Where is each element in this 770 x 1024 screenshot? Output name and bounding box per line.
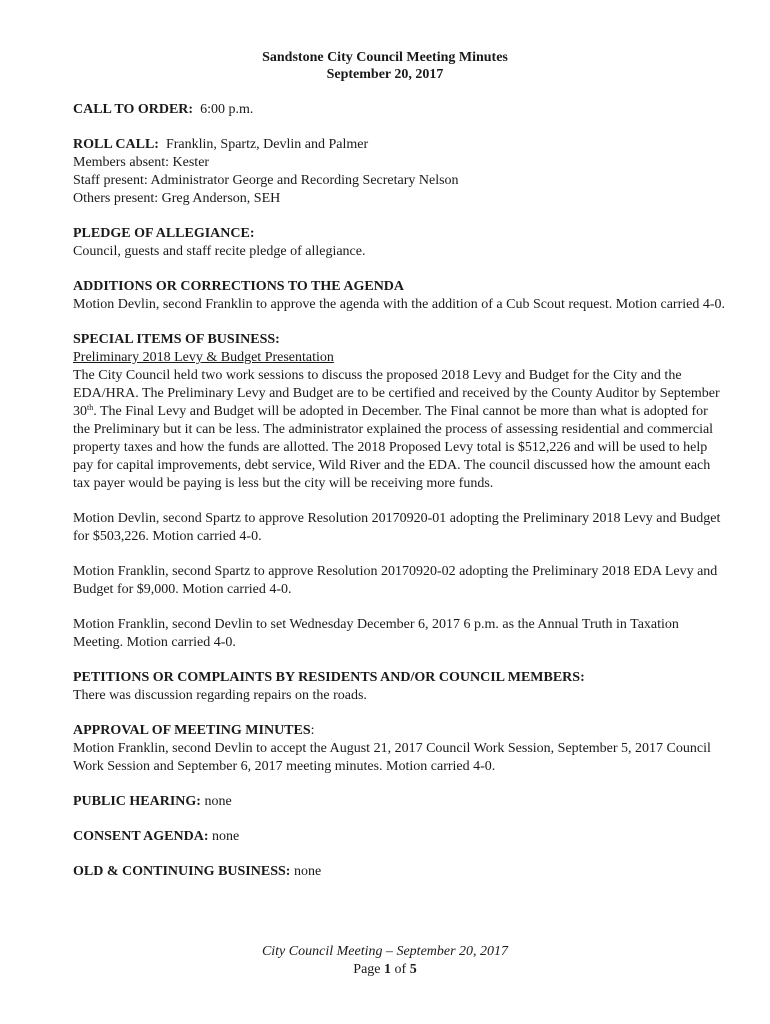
public-hearing-heading: PUBLIC HEARING: — [73, 794, 201, 809]
motion-truth-taxation: Motion Franklin, second Devlin to set Wednesday December 6, 2017 6 p.m. as the Annual Truth in Taxation Meeting. Motion carried 4-0. — [73, 617, 679, 650]
call-to-order-section — [73, 101, 728, 119]
document-header — [0, 49, 770, 83]
levy-budget-subheading: Preliminary 2018 Levy & Budget Presentation — [73, 350, 334, 365]
members-present: Franklin, Spartz, Devlin and Palmer — [165, 137, 369, 152]
minutes-body — [73, 101, 728, 898]
staff-present: Staff present: Administrator George and Recording Secretary Nelson — [73, 173, 459, 188]
pledge-heading: PLEDGE OF ALLEGIANCE: — [73, 226, 255, 241]
motion-truth-taxation-section — [73, 616, 728, 652]
page-footer — [0, 943, 770, 979]
levy-budget-text-part-1: The City Council held two work sessions to discuss the proposed 2018 Levy and Budget for the City and the EDA/HRA. The Preliminary Levy and Budget are to be certified and received by the County Auditor by September 30 — [73, 368, 720, 419]
page-total: 5 — [409, 962, 417, 977]
call-to-order-heading: CALL TO ORDER: — [73, 102, 194, 117]
approval-colon: : — [310, 723, 315, 738]
others-present: Others present: Greg Anderson, SEH — [73, 191, 281, 206]
consent-agenda-text: none — [212, 829, 240, 844]
consent-agenda-heading: CONSENT AGENDA: — [73, 829, 209, 844]
petitions-heading: PETITIONS OR COMPLAINTS BY RESIDENTS AND/OR COUNCIL MEMBERS: — [73, 670, 585, 685]
motion-levy-section — [73, 510, 728, 546]
agenda-motion: Motion Devlin, second Franklin to approve the agenda with the addition of a Cub Scout request. Motion carried 4-0. — [73, 297, 726, 312]
page-title: Sandstone City Council Meeting Minutes — [262, 50, 508, 65]
levy-budget-text-part-2: . The Final Levy and Budget will be adopted in December. The Final cannot be more than what is adopted for the Preliminary but it can be less. The administrator explained the process of assessing residential and commercial property taxes and how the funds are allotted. The 2018 Proposed Levy total is $512,226 and will be used to help pay for capital improvements, debt service, Wild River and the EDA. The council discussed how the amount each tax payer would be paying is less but the city will be receiving more funds. — [73, 404, 714, 491]
public-hearing-section — [73, 793, 728, 811]
old-business-heading: OLD & CONTINUING BUSINESS: — [73, 864, 291, 879]
roll-call-section — [73, 136, 728, 208]
motion-eda-resolution: Motion Franklin, second Spartz to approve Resolution 20170920-02 adopting the Preliminary 2018 EDA Levy and Budget for $9,000. Motion carried 4-0. — [73, 564, 718, 597]
ordinal-suffix: th — [87, 403, 94, 412]
footer-running-title: City Council Meeting – September 20, 2017 — [261, 944, 509, 959]
approval-motion: Motion Franklin, second Devlin to accept the August 21, 2017 Council Work Session, September 5, 2017 Council Work Session and September 6, 2017 meeting minutes. Motion carried 4-0. — [73, 741, 711, 774]
motion-eda-section — [73, 563, 728, 599]
members-absent: Members absent: Kester — [73, 155, 210, 170]
pledge-section — [73, 225, 728, 261]
motion-levy-resolution: Motion Devlin, second Spartz to approve Resolution 20170920-01 adopting the Preliminary 2018 Levy and Budget for $503,226. Motion carried 4-0. — [73, 511, 721, 544]
approval-heading: APPROVAL OF MEETING MINUTES — [73, 723, 311, 738]
special-items-heading: SPECIAL ITEMS OF BUSINESS: — [73, 332, 280, 347]
page-indicator — [0, 961, 770, 979]
public-hearing-text: none — [204, 794, 232, 809]
consent-agenda-section — [73, 828, 728, 846]
call-to-order-time: 6:00 p.m. — [200, 102, 254, 117]
levy-budget-paragraph — [73, 367, 728, 493]
old-business-section — [73, 863, 728, 881]
of-word: of — [394, 962, 407, 977]
special-items-section — [73, 331, 728, 493]
approval-section — [73, 722, 728, 776]
old-business-text: none — [293, 864, 322, 879]
pledge-text: Council, guests and staff recite pledge of allegiance. — [73, 244, 366, 259]
meeting-date: September 20, 2017 — [326, 67, 444, 82]
agenda-heading: ADDITIONS OR CORRECTIONS TO THE AGENDA — [73, 279, 405, 294]
page-word: Page — [353, 962, 381, 977]
agenda-section — [73, 278, 728, 314]
petitions-section — [73, 669, 728, 705]
petitions-text: There was discussion regarding repairs on the roads. — [73, 688, 367, 703]
page-number: 1 — [384, 962, 392, 977]
roll-call-heading: ROLL CALL: — [73, 137, 159, 152]
